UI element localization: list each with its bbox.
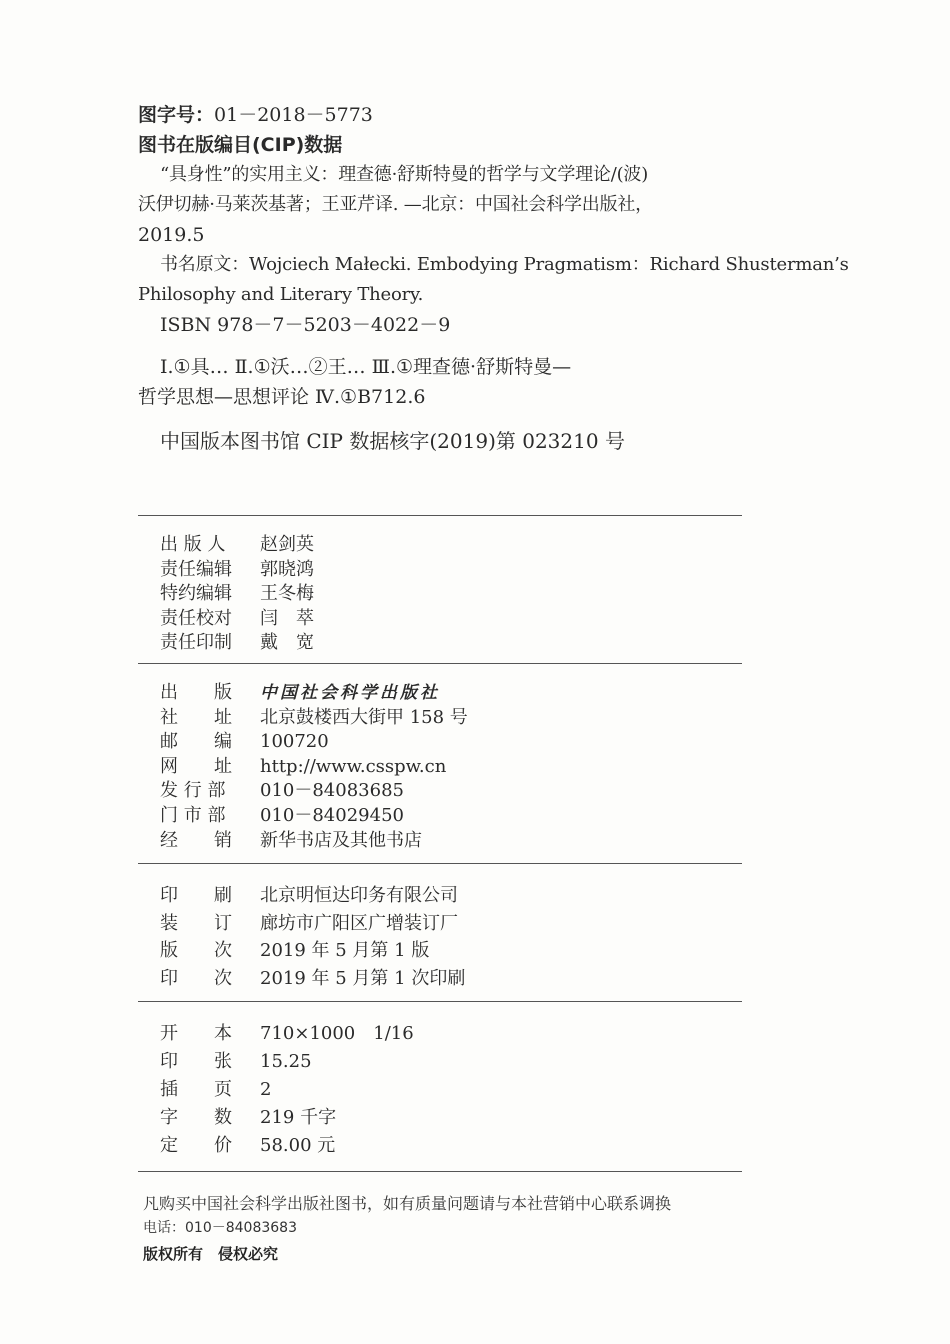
staff-value: 赵剑英 — [260, 534, 314, 555]
cip-heading: 图书在版编目(CIP)数据 — [138, 134, 343, 156]
permit-label: 图字号： — [138, 104, 215, 126]
staff-list — [160, 533, 740, 656]
format-value: 219 千字 — [260, 1107, 337, 1128]
cip-title-line-1: “具身性”的实用主义：理查德·舒斯特曼的哲学与文学理论/(波) — [160, 164, 649, 185]
publisher-label: 经 销 — [160, 829, 232, 851]
publisher-label: 网 址 — [160, 755, 232, 777]
staff-value: 闫 萃 — [260, 607, 314, 629]
divider — [138, 863, 742, 864]
publisher-row — [160, 804, 740, 829]
divider — [138, 663, 742, 664]
printing-label: 印 刷 — [160, 885, 232, 906]
format-value: 15.25 — [260, 1051, 312, 1072]
printing-row — [160, 910, 740, 938]
retail-phone: 010－84029450 — [260, 804, 404, 826]
printing-info — [160, 882, 740, 992]
publisher-address: 北京鼓楼西大街甲 158 号 — [260, 706, 468, 728]
format-row — [160, 1132, 740, 1160]
publisher-info — [160, 681, 740, 853]
divider — [138, 515, 742, 516]
format-info — [160, 1020, 740, 1160]
permit-number — [138, 100, 748, 130]
website-link: http://www.csspw.cn — [260, 755, 447, 777]
publisher-row — [160, 755, 740, 780]
publisher-row — [160, 706, 740, 731]
divider — [138, 1001, 742, 1002]
staff-value: 王冬梅 — [260, 583, 314, 604]
format-row — [160, 1076, 740, 1104]
publisher-row — [160, 681, 740, 706]
format-value: 710×1000 1/16 — [260, 1023, 414, 1044]
printing-label: 装 订 — [160, 912, 232, 934]
publisher-label: 出 版 — [160, 682, 232, 703]
postal-code: 100720 — [260, 731, 329, 753]
staff-label: 责任校对 — [160, 607, 232, 629]
subject-line-2: 哲学思想—思想评论 Ⅳ.①B712.6 — [138, 386, 426, 408]
staff-row — [160, 631, 740, 656]
divider — [138, 1171, 742, 1172]
price-value: 58.00 元 — [260, 1135, 336, 1156]
permit-value: 01－2018－5773 — [214, 104, 373, 126]
staff-value: 戴 宽 — [260, 632, 314, 653]
printing-row — [160, 882, 740, 910]
original-title-line-2: Philosophy and Literary Theory. — [138, 284, 424, 305]
printing-value: 2019 年 5 月第 1 次印刷 — [260, 967, 466, 989]
distributor: 新华书店及其他书店 — [260, 829, 422, 851]
cip-title-line-3: 2019.5 — [138, 224, 205, 246]
format-label: 定 价 — [160, 1135, 232, 1156]
format-row — [160, 1104, 740, 1132]
original-title-line-1: 书名原文：Wojciech Małecki. Embodying Pragmatism：Richard Shusterman’s — [160, 254, 849, 275]
publisher-row — [160, 829, 740, 854]
quality-notice: 凡购买中国社会科学出版社图书，如有质量问题请与本社营销中心联系调换 — [143, 1194, 672, 1213]
printing-value: 廊坊市广阳区广增装订厂 — [260, 912, 458, 934]
copyright-notice: 版权所有 侵权必究 — [143, 1245, 279, 1263]
printing-value: 2019 年 5 月第 1 版 — [260, 940, 430, 961]
printing-label: 印 次 — [160, 967, 232, 989]
format-row — [160, 1020, 740, 1048]
cip-title-line-2: 沃伊切赫·马莱茨基著；王亚芹译. —北京：中国社会科学出版社， — [138, 194, 653, 215]
publisher-label: 发 行 部 — [160, 780, 226, 802]
distribution-phone: 010－84083685 — [260, 780, 404, 802]
printing-row — [160, 965, 740, 993]
publisher-name-logo: 中国社会科学出版社 — [260, 683, 440, 703]
publisher-row — [160, 730, 740, 755]
publisher-label: 门 市 部 — [160, 804, 226, 826]
printing-value: 北京明恒达印务有限公司 — [260, 885, 458, 906]
format-label: 开 本 — [160, 1023, 232, 1044]
printing-row — [160, 937, 740, 965]
format-value: 2 — [260, 1079, 272, 1100]
publisher-label: 邮 编 — [160, 731, 232, 753]
staff-label: 特约编辑 — [160, 583, 232, 604]
format-label: 字 数 — [160, 1107, 232, 1128]
staff-row — [160, 607, 740, 632]
footer — [143, 1192, 763, 1268]
service-phone: 电话：010－84083683 — [143, 1220, 297, 1236]
staff-row — [160, 533, 740, 558]
staff-value: 郭晓鸿 — [260, 558, 314, 580]
staff-row — [160, 582, 740, 607]
publisher-label: 社 址 — [160, 706, 232, 728]
staff-label: 责任印制 — [160, 632, 232, 653]
publisher-row — [160, 779, 740, 804]
staff-label: 责任编辑 — [160, 558, 232, 580]
format-label: 插 页 — [160, 1079, 232, 1100]
format-row — [160, 1048, 740, 1076]
cip-section — [138, 100, 849, 456]
printing-label: 版 次 — [160, 940, 232, 961]
cip-verification: 中国版本图书馆 CIP 数据核字(2019)第 023210 号 — [160, 429, 625, 453]
staff-row — [160, 558, 740, 583]
staff-label: 出 版 人 — [160, 534, 226, 555]
subject-line-1: Ⅰ.①具… Ⅱ.①沃…②王… Ⅲ.①理查德·舒斯特曼— — [160, 356, 572, 378]
format-label: 印 张 — [160, 1051, 232, 1072]
isbn: ISBN 978－7－5203－4022－9 — [160, 314, 451, 336]
